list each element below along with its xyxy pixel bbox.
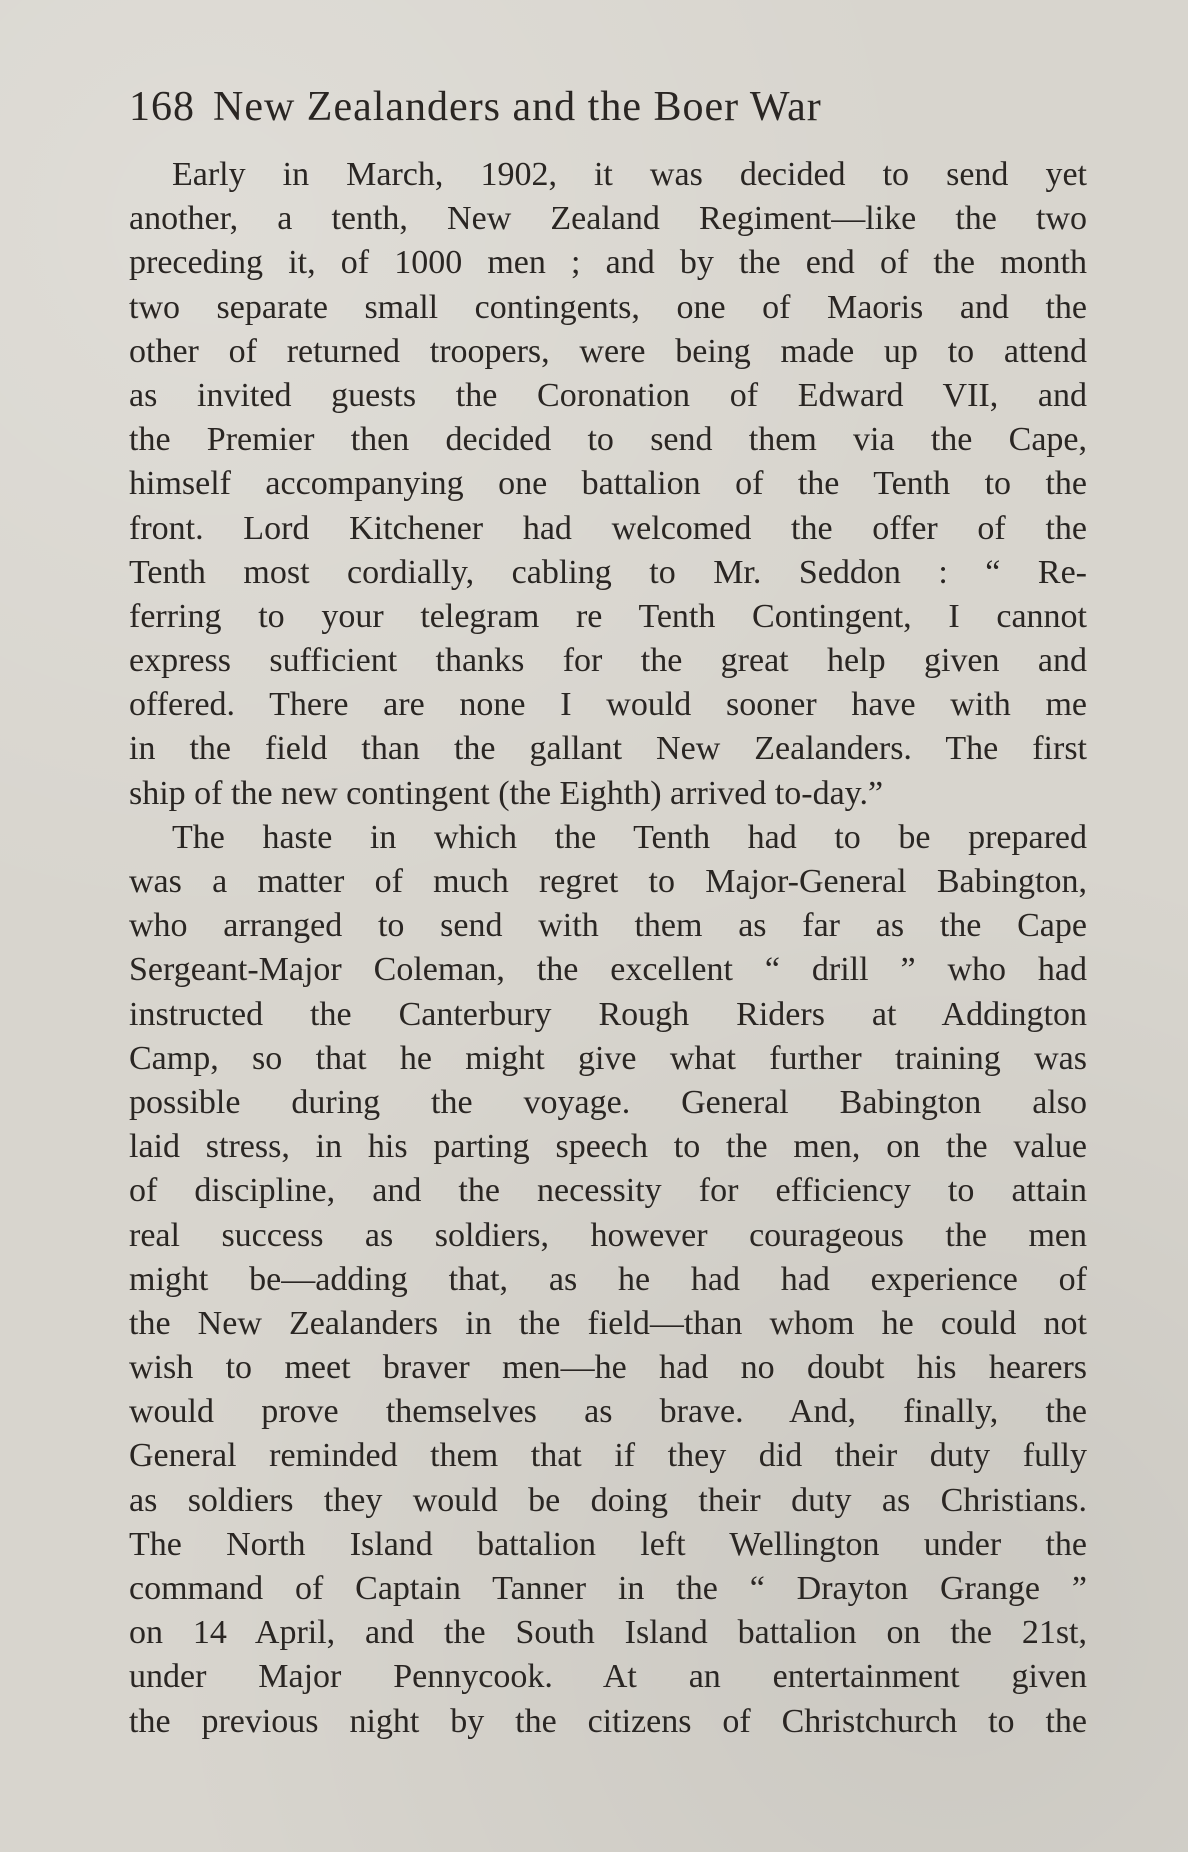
text-line: the Premier then decided to send them via the Cape, (129, 421, 1087, 459)
text-line: would prove themselves as brave. And, finally, the (129, 1393, 1087, 1431)
paragraph-2 (129, 816, 1087, 1744)
text-line: himself accompanying one battalion of the Tenth to the (129, 465, 1087, 503)
text-line: who arranged to send with them as far as the Cape (129, 907, 1087, 945)
text-line: as invited guests the Coronation of Edward VII, and (129, 376, 1087, 414)
text-line: the previous night by the citizens of Christchurch to the (129, 1702, 1087, 1740)
text-line: General reminded them that if they did their duty fully (129, 1437, 1087, 1475)
text-line: real success as soldiers, however courageous the men (129, 1216, 1087, 1254)
paragraph-1 (129, 153, 1087, 816)
text-line: Tenth most cordially, cabling to Mr. Seddon : “ Re- (129, 553, 1087, 591)
text-line: Camp, so that he might give what further training was (129, 1039, 1087, 1077)
text-line: ship of the new contingent (the Eighth) arrived to-day.” (129, 774, 884, 812)
text-line: of discipline, and the necessity for efficiency to attain (129, 1172, 1087, 1210)
text-line: Sergeant-Major Coleman, the excellent “ drill ” who had (129, 951, 1087, 989)
text-line: ferring to your telegram re Tenth Contingent, I cannot (129, 597, 1087, 635)
page-body (129, 153, 1087, 1744)
text-line: another, a tenth, New Zealand Regiment—like the two (129, 200, 1087, 238)
text-line: in the field than the gallant New Zealanders. The first (129, 730, 1087, 768)
running-header (129, 76, 1087, 138)
text-line: wish to meet braver men—he had no doubt his hearers (129, 1349, 1087, 1387)
text-line: under Major Pennycook. At an entertainment given (129, 1658, 1087, 1696)
text-line: the New Zealanders in the field—than whom he could not (129, 1304, 1087, 1342)
text-line: instructed the Canterbury Rough Riders at Addington (129, 995, 1087, 1033)
page-number: 168 (129, 84, 195, 130)
text-line: might be—adding that, as he had had experience of (129, 1260, 1087, 1298)
text-line: command of Captain Tanner in the “ Drayton Grange ” (129, 1570, 1087, 1607)
text-line: The North Island battalion left Wellington under the (129, 1525, 1087, 1563)
text-line: The haste in which the Tenth had to be prepared (172, 818, 1087, 856)
text-line: express sufficient thanks for the great help given and (129, 642, 1087, 680)
running-title: New Zealanders and the Boer War (213, 84, 822, 130)
text-line: on 14 April, and the South Island battalion on the 21st, (129, 1614, 1087, 1652)
text-line: two separate small contingents, one of Maoris and the (129, 288, 1087, 326)
text-line: Early in March, 1902, it was decided to send yet (172, 156, 1087, 193)
text-line: as soldiers they would be doing their duty as Christians. (129, 1481, 1087, 1519)
text-line: possible during the voyage. General Babington also (129, 1083, 1087, 1121)
text-line: offered. There are none I would sooner have with me (129, 686, 1087, 724)
text-line: preceding it, of 1000 men ; and by the end of the month (129, 244, 1087, 282)
text-line: was a matter of much regret to Major-General Babington, (129, 863, 1087, 900)
text-line: other of returned troopers, were being made up to attend (129, 332, 1087, 370)
text-line: laid stress, in his parting speech to the men, on the value (129, 1128, 1087, 1166)
text-line: front. Lord Kitchener had welcomed the offer of the (129, 509, 1087, 547)
